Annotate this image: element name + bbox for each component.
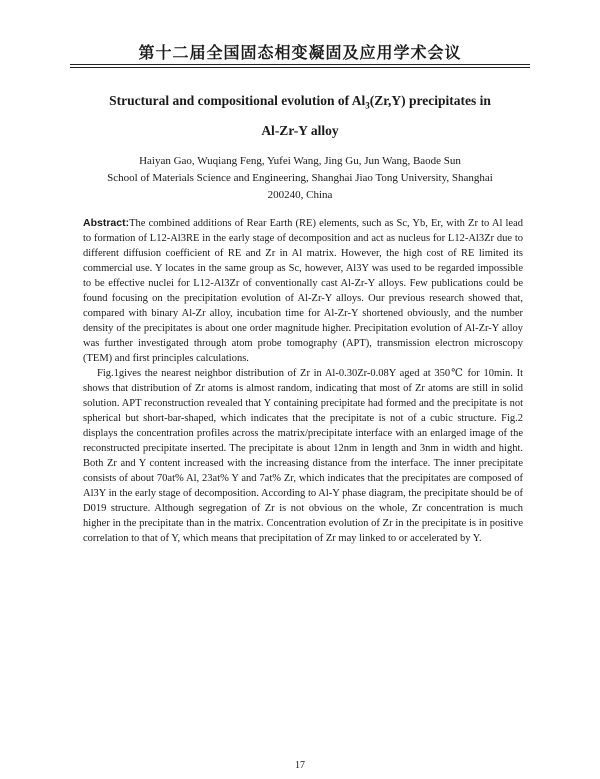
- title-part-1: Structural and compositional evolution of Al: [109, 93, 366, 108]
- paper-title-line-2: Al-Zr-Y alloy: [261, 123, 339, 138]
- title-subscript: 3: [365, 100, 370, 111]
- page-number: 17: [295, 760, 305, 771]
- header-rule-bottom: [70, 67, 530, 68]
- title-part-2: (Zr,Y) precipitates in: [369, 93, 491, 108]
- results-paragraph: Fig.1gives the nearest neighbor distribution of Zr in Al-0.30Zr-0.08Y aged at 350℃ for 10min. It shows that distribution of Zr atoms is almost random, indicating that most of Zr atoms are still in solid solution. APT reconstruction revealed that Y containing precipitate had formed and the precipitate is not spherical but short-bar-shaped, which indicates that the precipitate is not of a cubic structure. Fig.2 displays the concentration profiles across the matrix/precipitate interface with an enlarged image of the reconstructed precipitate inserted. The precipitate is about 12nm in length and 3nm in width and hight. Both Zr and Y content increased with the increasing distance from the interface. The inner precipitate consists of about 70at% Al, 23at% Y and 7at% Zr, which indicates that the precipitates are composed of Al3Y in the early stage of decomposition. According to Al-Y phase diagram, the precipitate should be of D019 structure. Although segregation of Zr is not obvious on the whole, Zr concentration is much higher in the precipitate than in the matrix. Concentration evolution of Zr in the precipitate is in positive correlation to that of Y, which means that precipitation of Zr may linked to or accelerated by Y.: [83, 368, 523, 544]
- abstract-text: The combined additions of Rear Earth (RE) elements, such as Sc, Yb, Er, with Zr to Al lead to formation of L12-Al3RE in the early stage of decomposition and act as nucleus for L12-Al3Zr due to different diffusion coefficient of RE and Zr in Al matrix. However, the high cost of RE limited its commercial use. Y locates in the same group as Sc, however, Al3Y was used to be regarded impossible to be effective nuclei for L12-Al3Zr of conventionally cast Al-Zr-Y alloys. Few publications could be found focusing on the precipitation evolution of Al-Zr-Y alloys. Our previous research showed that, compared with binary Al-Zr alloy, incubation time for Al-Zr-Y shortened obviously, and the number density of the precipitates is about one order magnitude higher. Precipitation evolution of Al-Zr-Y alloy was further investigated through atom probe tomography (APT), transmission electron microscopy (TEM) and first principles calculations.: [83, 218, 523, 364]
- postal-code: 200240, China: [267, 189, 333, 201]
- authors: Haiyan Gao, Wuqiang Feng, Yufei Wang, Jing Gu, Jun Wang, Baode Sun: [139, 155, 461, 167]
- affiliation: School of Materials Science and Engineering, Shanghai Jiao Tong University, Shanghai: [107, 172, 493, 184]
- conference-header: 第十二届全国固态相变凝固及应用学术会议: [138, 43, 462, 62]
- paper-body: [83, 216, 523, 546]
- abstract-label: Abstract:: [83, 217, 130, 229]
- header-rule-top: [70, 64, 530, 65]
- abstract-paragraph: [83, 216, 523, 366]
